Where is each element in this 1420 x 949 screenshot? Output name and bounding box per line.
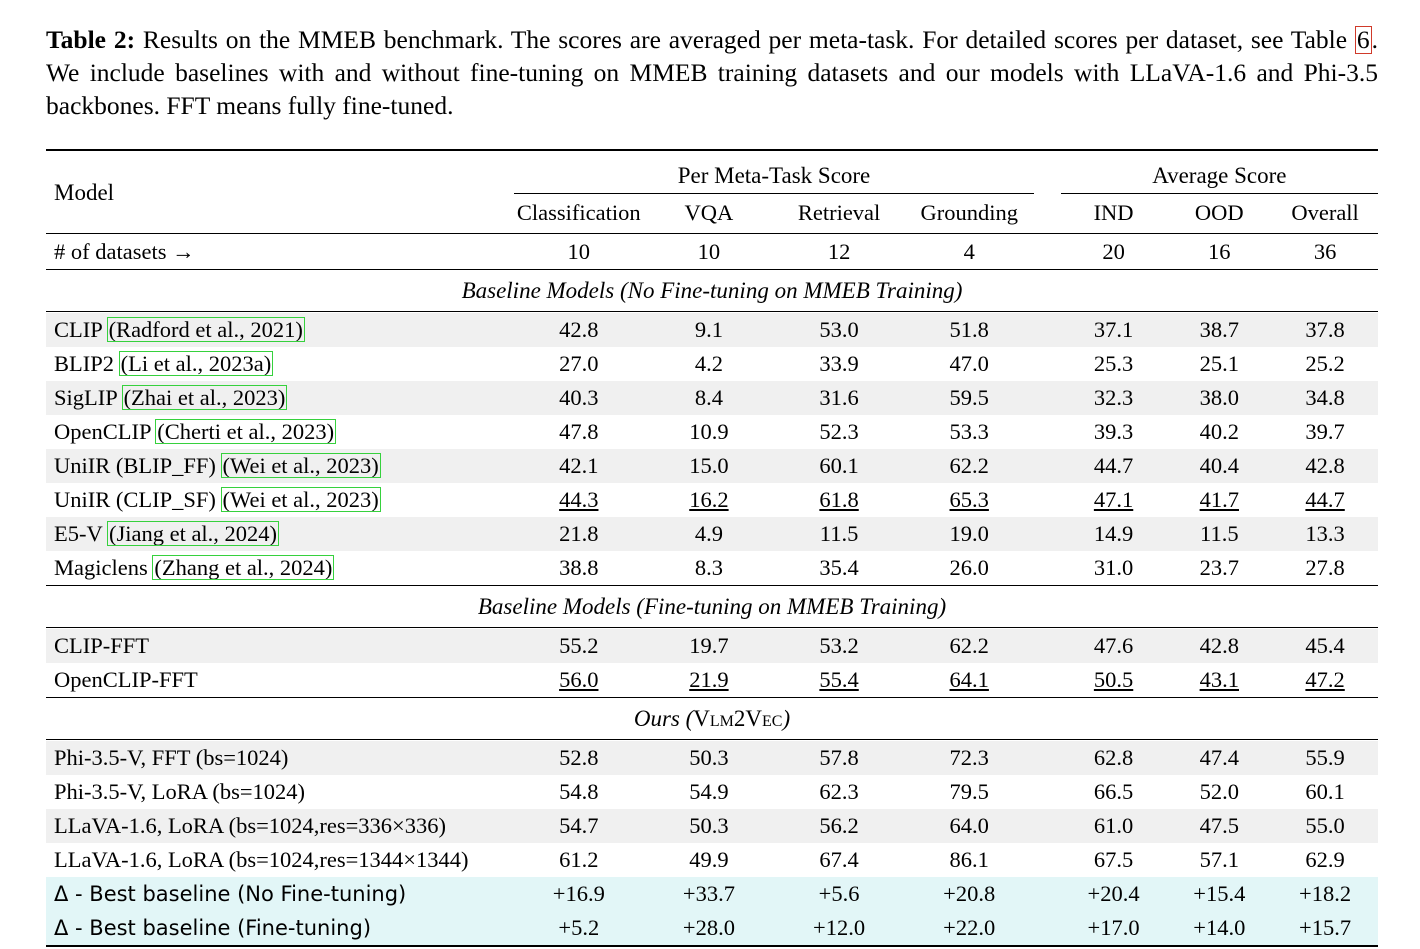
group-header-meta-task: Per Meta-Task Score — [514, 153, 1035, 194]
table-row-delta — [46, 911, 1378, 946]
cell-overall: +15.7 — [1299, 914, 1352, 940]
cell-ood: 38.7 — [1199, 316, 1239, 342]
model-name-cell — [46, 741, 514, 775]
cell-grounding: 62.2 — [949, 452, 989, 478]
cell-ood: +14.0 — [1193, 914, 1246, 940]
table-row — [46, 415, 1378, 449]
cell-vqa: 50.3 — [689, 744, 729, 770]
cell-overall: 47.2 — [1305, 666, 1345, 692]
citation-annotation[interactable]: (Zhang et al., 2024) — [154, 554, 333, 580]
model-name-cell — [46, 415, 514, 449]
table-row — [46, 663, 1378, 698]
table-row — [46, 809, 1378, 843]
table-reference-link[interactable]: 6 — [1356, 25, 1370, 54]
table-row — [46, 741, 1378, 775]
datasets-count-retrieval: 12 — [827, 238, 851, 264]
cell-ood: +15.4 — [1193, 880, 1246, 906]
cell-ind: +17.0 — [1087, 914, 1140, 940]
cell-vqa: 16.2 — [689, 486, 729, 512]
cell-ind: +20.4 — [1087, 880, 1140, 906]
cell-grounding: 86.1 — [949, 846, 989, 872]
cell-overall: +18.2 — [1299, 880, 1352, 906]
cell-retrieval: 56.2 — [819, 812, 859, 838]
model-name-cell — [46, 877, 514, 911]
cell-vqa: 54.9 — [689, 778, 729, 804]
cell-vqa: 8.4 — [694, 384, 723, 410]
datasets-count-overall: 36 — [1313, 238, 1337, 264]
citation-annotation[interactable]: (Radford et al., 2021) — [108, 316, 303, 342]
cell-retrieval: 60.1 — [819, 452, 859, 478]
cell-overall: 13.3 — [1305, 520, 1345, 546]
cell-vqa: 21.9 — [689, 666, 729, 692]
cell-vqa: 50.3 — [689, 812, 729, 838]
column-header-classification: Classification — [516, 199, 641, 225]
model-name: UniIR (CLIP_SF) — [54, 486, 216, 512]
table-row-delta — [46, 877, 1378, 911]
cell-classification: 42.8 — [559, 316, 599, 342]
cell-ood: 38.0 — [1199, 384, 1239, 410]
citation-annotation[interactable]: (Wei et al., 2023) — [222, 486, 379, 512]
cell-grounding: 64.0 — [949, 812, 989, 838]
cell-vqa: 4.9 — [694, 520, 723, 546]
cell-grounding: 65.3 — [949, 486, 989, 512]
cell-overall: 45.4 — [1305, 632, 1345, 658]
cell-retrieval: 35.4 — [819, 554, 859, 580]
column-header-grounding: Grounding — [920, 199, 1018, 225]
citation-annotation[interactable]: (Cherti et al., 2023) — [157, 418, 335, 444]
section-header-row — [46, 587, 1378, 628]
model-name-cell — [46, 381, 514, 415]
cell-ind: 39.3 — [1093, 418, 1134, 444]
cell-vqa: 19.7 — [689, 632, 729, 658]
cell-overall: 62.9 — [1305, 846, 1345, 872]
table-row — [46, 629, 1378, 663]
table-row — [46, 551, 1378, 586]
cell-ood: 42.8 — [1199, 632, 1239, 658]
cell-classification: +16.9 — [552, 880, 605, 906]
cell-retrieval: 62.3 — [819, 778, 859, 804]
section-title-ours — [46, 699, 1378, 740]
cell-retrieval: +5.6 — [818, 880, 860, 906]
cell-ind: 25.3 — [1093, 350, 1134, 376]
section-title-suffix: ) — [782, 705, 791, 731]
citation-annotation[interactable]: (Li et al., 2023a) — [120, 350, 272, 376]
group-header-row — [46, 153, 1378, 194]
cell-classification: 52.8 — [559, 744, 599, 770]
model-name-cell — [46, 911, 514, 946]
cell-classification: 21.8 — [559, 520, 599, 546]
cell-ind: 62.8 — [1093, 744, 1134, 770]
cell-vqa: 15.0 — [689, 452, 729, 478]
cell-vqa: 8.3 — [694, 554, 723, 580]
caption-text-part2: . We include baselines with and without fine-tuning on MMEB training datasets and our models with LLaVA-1.6 and Phi-3.5 backbones. FFT means fully fine-tuned. — [46, 25, 1378, 120]
cell-ood: 47.5 — [1199, 812, 1239, 838]
section-header-row — [46, 699, 1378, 740]
citation-annotation[interactable]: (Jiang et al., 2024) — [108, 520, 278, 546]
model-name: OpenCLIP — [54, 418, 151, 444]
column-header-ind: IND — [1093, 199, 1134, 225]
cell-ind: 50.5 — [1093, 666, 1134, 692]
model-name: Magiclens — [54, 554, 148, 580]
citation-annotation[interactable]: (Wei et al., 2023) — [222, 452, 379, 478]
column-header-model: Model — [54, 179, 115, 205]
cell-classification: 42.1 — [559, 452, 599, 478]
column-header-vqa: VQA — [684, 199, 734, 225]
cell-overall: 25.2 — [1305, 350, 1345, 376]
cell-ind: 66.5 — [1093, 778, 1134, 804]
model-name-cell — [46, 775, 514, 809]
datasets-count-ind: 20 — [1102, 238, 1125, 264]
table-row — [46, 449, 1378, 483]
cell-retrieval: 61.8 — [819, 486, 859, 512]
cell-ood: 40.4 — [1199, 452, 1239, 478]
table-caption — [46, 24, 1378, 123]
cell-vqa: 10.9 — [689, 418, 729, 444]
cell-classification: 27.0 — [559, 350, 599, 376]
cell-classification: 47.8 — [559, 418, 599, 444]
datasets-count-label: # of datasets → — [54, 238, 195, 264]
cell-retrieval: 31.6 — [819, 384, 859, 410]
cell-ind: 37.1 — [1093, 316, 1134, 342]
cell-grounding: 72.3 — [949, 744, 989, 770]
cell-grounding: +22.0 — [943, 914, 996, 940]
section-title-prefix: Ours ( — [633, 705, 694, 731]
cell-ind: 67.5 — [1093, 846, 1134, 872]
datasets-count-vqa: 10 — [697, 238, 721, 264]
cell-retrieval: 33.9 — [819, 350, 859, 376]
model-name: CLIP-FFT — [54, 632, 150, 658]
cell-ood: 52.0 — [1199, 778, 1239, 804]
table-row — [46, 347, 1378, 381]
cell-ind: 31.0 — [1093, 554, 1134, 580]
cell-overall: 44.7 — [1305, 486, 1345, 512]
model-name: CLIP — [54, 316, 102, 342]
cell-retrieval: 52.3 — [819, 418, 859, 444]
model-name-cell — [46, 449, 514, 483]
caption-text-part1: Results on the MMEB benchmark. The scores are averaged per meta-task. For detailed scores per dataset, see Table — [142, 25, 1355, 54]
cell-vqa: 4.2 — [694, 350, 723, 376]
model-name: SigLIP — [54, 384, 117, 410]
model-name-cell — [46, 517, 514, 551]
cell-grounding: 59.5 — [949, 384, 989, 410]
cell-retrieval: 67.4 — [819, 846, 859, 872]
cell-ood: 47.4 — [1199, 744, 1239, 770]
model-name: Phi-3.5-V, LoRA (bs=1024) — [54, 778, 306, 804]
cell-classification: 38.8 — [559, 554, 599, 580]
cell-ood: 57.1 — [1199, 846, 1239, 872]
cell-grounding: 64.1 — [949, 666, 989, 692]
datasets-count-ood: 16 — [1208, 238, 1231, 264]
cell-ind: 47.1 — [1093, 486, 1134, 512]
cell-ood: 41.7 — [1199, 486, 1239, 512]
cell-retrieval: 11.5 — [819, 520, 859, 546]
method-name: Vlm2Vec — [693, 705, 783, 731]
cell-classification: 54.8 — [559, 778, 599, 804]
cell-grounding: 51.8 — [949, 316, 989, 342]
cell-classification: 54.7 — [559, 812, 599, 838]
table-row — [46, 517, 1378, 551]
datasets-count-row — [46, 235, 1378, 270]
cell-grounding: +20.8 — [943, 880, 996, 906]
model-name-cell — [46, 313, 514, 347]
cell-retrieval: 55.4 — [819, 666, 859, 692]
cell-overall: 37.8 — [1305, 316, 1345, 342]
cell-grounding: 79.5 — [949, 778, 989, 804]
cell-grounding: 26.0 — [949, 554, 989, 580]
cell-retrieval: +12.0 — [813, 914, 866, 940]
model-name: UniIR (BLIP_FF) — [54, 452, 216, 478]
cell-retrieval: 57.8 — [819, 744, 859, 770]
cell-vqa: 49.9 — [689, 846, 729, 872]
model-name: Phi-3.5-V, FFT (bs=1024) — [54, 744, 289, 770]
cell-vqa: +28.0 — [682, 914, 735, 940]
cell-ind: 44.7 — [1093, 452, 1134, 478]
cell-ood: 43.1 — [1199, 666, 1239, 692]
cell-grounding: 47.0 — [949, 350, 989, 376]
model-name: BLIP2 — [54, 350, 115, 376]
model-name: LLaVA-1.6, LoRA (bs=1024,res=1344×1344) — [54, 846, 469, 872]
cell-classification: 61.2 — [559, 846, 599, 872]
cell-grounding: 19.0 — [949, 520, 989, 546]
caption-label: Table 2: — [46, 25, 136, 54]
model-name-cell — [46, 551, 514, 586]
cell-classification: 56.0 — [559, 666, 599, 692]
model-name-cell — [46, 663, 514, 698]
cell-retrieval: 53.2 — [819, 632, 859, 658]
cell-retrieval: 53.0 — [819, 316, 859, 342]
cell-grounding: 62.2 — [949, 632, 989, 658]
model-name-cell — [46, 629, 514, 663]
cell-ood: 40.2 — [1199, 418, 1239, 444]
cell-overall: 39.7 — [1305, 418, 1345, 444]
table-row — [46, 313, 1378, 347]
cell-overall: 60.1 — [1305, 778, 1345, 804]
datasets-count-grounding: 4 — [963, 238, 975, 264]
model-name: LLaVA-1.6, LoRA (bs=1024,res=336×336) — [54, 812, 446, 838]
section-title-baseline-no-finetuning: Baseline Models (No Fine-tuning on MMEB Training) — [461, 277, 963, 303]
citation-annotation[interactable]: (Zhai et al., 2023) — [123, 384, 286, 410]
section-title-baseline-finetuning: Baseline Models (Fine-tuning on MMEB Training) — [477, 593, 947, 619]
delta-label: Δ - Best baseline (No Fine-tuning) — [54, 881, 407, 906]
model-name-cell — [46, 347, 514, 381]
table-row — [46, 483, 1378, 517]
results-table — [46, 149, 1378, 949]
model-name-cell — [46, 483, 514, 517]
cell-overall: 55.0 — [1305, 812, 1345, 838]
cell-ood: 25.1 — [1199, 350, 1239, 376]
cell-overall: 42.8 — [1305, 452, 1345, 478]
cell-overall: 55.9 — [1305, 744, 1345, 770]
cell-overall: 34.8 — [1305, 384, 1345, 410]
rule-bottom — [46, 946, 1378, 949]
model-name: OpenCLIP-FFT — [54, 666, 198, 692]
datasets-count-classification: 10 — [567, 238, 591, 264]
delta-label: Δ - Best baseline (Fine-tuning) — [54, 915, 372, 940]
group-header-average: Average Score — [1061, 153, 1378, 194]
table-row — [46, 843, 1378, 877]
table-row — [46, 775, 1378, 809]
cell-classification: 55.2 — [559, 632, 599, 658]
cell-classification: +5.2 — [558, 914, 600, 940]
cell-overall: 27.8 — [1305, 554, 1345, 580]
cell-vqa: 9.1 — [694, 316, 723, 342]
section-header-row — [46, 271, 1378, 312]
model-name: E5-V — [54, 520, 103, 546]
model-name-cell — [46, 843, 514, 877]
model-name-cell — [46, 809, 514, 843]
cell-grounding: 53.3 — [949, 418, 989, 444]
cell-ind: 14.9 — [1093, 520, 1134, 546]
cell-ind: 47.6 — [1093, 632, 1134, 658]
column-header-overall: Overall — [1291, 199, 1359, 225]
cell-ood: 23.7 — [1199, 554, 1239, 580]
cell-vqa: +33.7 — [682, 880, 735, 906]
cell-classification: 44.3 — [559, 486, 599, 512]
cell-ind: 32.3 — [1093, 384, 1134, 410]
column-header-ood: OOD — [1194, 199, 1244, 225]
cell-ood: 11.5 — [1200, 520, 1239, 546]
table-row — [46, 381, 1378, 415]
cell-classification: 40.3 — [559, 384, 599, 410]
column-header-retrieval: Retrieval — [797, 199, 881, 225]
cell-ind: 61.0 — [1093, 812, 1134, 838]
